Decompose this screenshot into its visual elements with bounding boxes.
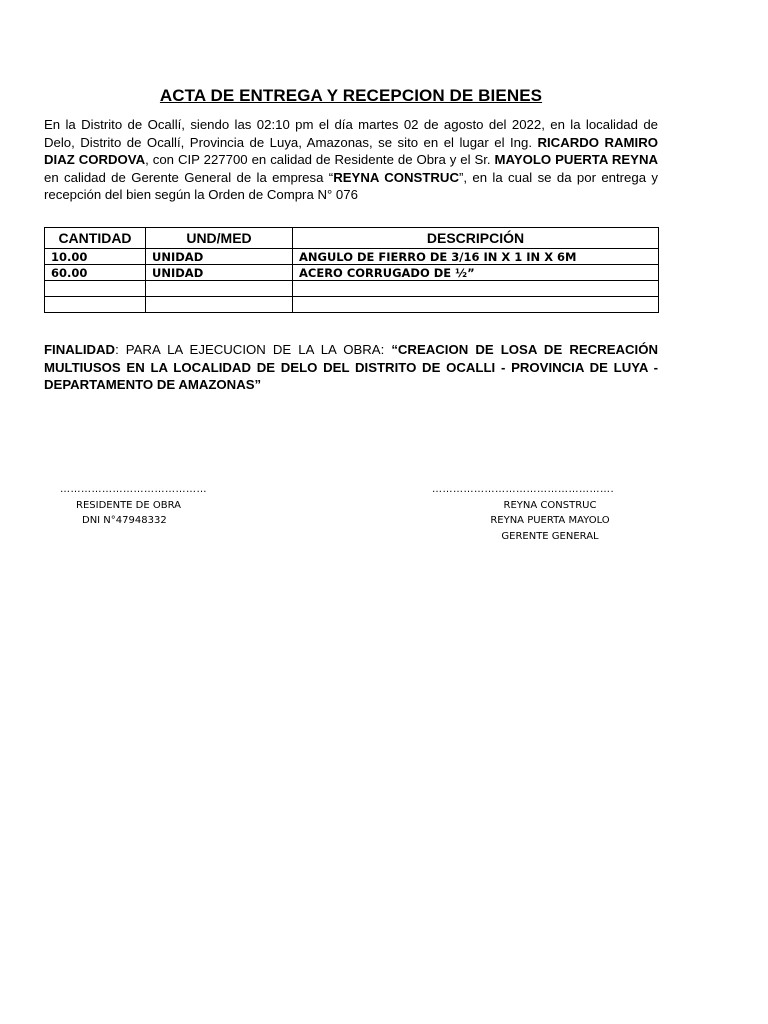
header-descripcion: DESCRIPCIÓN [293,228,659,249]
signature-right [432,482,668,544]
table-header-row [45,228,659,249]
document-title: ACTA DE ENTREGA Y RECEPCION DE BIENES [159,86,543,105]
signature-line-left: …………………………………… [60,484,207,495]
company-name: REYNA CONSTRUC [333,169,459,185]
signature-line-right: ……………………………………………. [432,484,615,495]
table-row [45,281,659,297]
cell-descripcion [293,297,659,313]
table-row [45,297,659,313]
signer-company-right: REYNA CONSTRUC [503,499,597,511]
obra-name: “CREACION DE LOSA DE RECREACIÓN MULTIUSOS EN LA LOCALIDAD DE DELO DEL DISTRITO DE OCALLI - PROVINCIA DE LUYA - DEPARTAMENTO DE AMAZONAS” [44,342,658,393]
finalidad-text: : PARA LA EJECUCION DE LA LA OBRA: [115,342,392,357]
signer-dni-left: DNI N°47948332 [82,515,167,526]
cell-und-med [146,281,293,297]
intro-text-3: en calidad de Gerente General de la empresa “ [44,169,334,185]
cell-cantidad: 10.00 [45,249,146,265]
signer-role-right: GERENTE GENERAL [501,530,599,542]
finalidad-label: FINALIDAD [44,342,116,357]
cell-cantidad: 60.00 [45,265,146,281]
table-row [45,249,659,265]
manager-name: MAYOLO PUERTA REYNA [494,152,658,168]
cell-cantidad [45,281,146,297]
cell-descripcion [293,281,659,297]
cell-descripcion: ANGULO DE FIERRO DE 3/16 IN X 1 IN X 6M [293,249,659,265]
intro-paragraph [44,116,658,204]
resident-name: RICARDO RAMIRO DIAZ CORDOVA [44,134,658,168]
goods-table [44,227,659,313]
signature-left [60,482,207,529]
header-und-med: UND/MED [146,228,293,249]
table-row [45,265,659,281]
intro-text-1: En la Distrito de Ocallí, siendo las 02:10 pm el día martes 02 de agosto del 2022, en la localidad de Delo, Distrito de Ocallí, Provincia de Luya, Amazonas, se sito en el lugar el Ing. [44,117,658,150]
cell-und-med [146,297,293,313]
intro-text-2: , con CIP 227700 en calidad de Residente de Obra y el Sr. [145,152,495,168]
cell-cantidad [45,297,146,313]
cell-und-med: UNIDAD [146,265,293,281]
finalidad-paragraph [44,341,658,394]
intro-text-4: ”, en la cual se da por entrega y recepción del bien según la Orden de Compra N° 076 [44,169,658,203]
cell-und-med: UNIDAD [146,249,293,265]
signer-name-right: REYNA PUERTA MAYOLO [490,515,610,526]
signer-role-left: RESIDENTE DE OBRA [76,499,181,511]
cell-descripcion: ACERO CORRUGADO DE ½” [293,265,659,281]
header-cantidad: CANTIDAD [45,228,146,249]
